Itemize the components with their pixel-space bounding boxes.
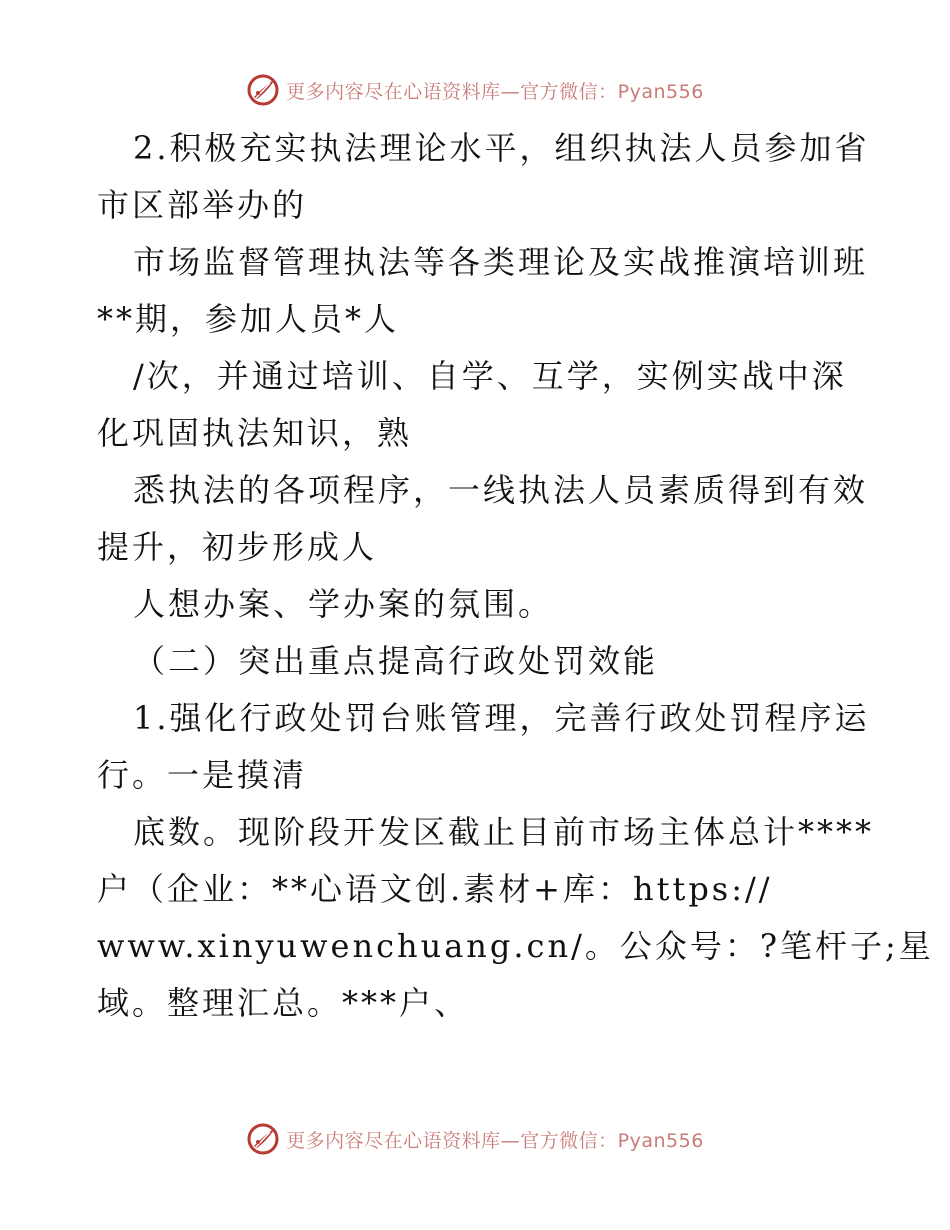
paragraph-line: 悉执法的各项程序，一线执法人员素质得到有效 — [133, 471, 869, 509]
section-heading: （二）突出重点提高行政处罚效能 — [133, 642, 659, 680]
footer-brand-text: 更多内容尽在心语资料库 — [286, 1129, 501, 1152]
footer-banner-text — [286, 1126, 704, 1153]
header-banner-text — [286, 77, 704, 104]
paragraph-line: **期，参加人员*人 — [97, 300, 400, 338]
paragraph-line: 行。一是摸清 — [97, 756, 308, 794]
paragraph-line: 化巩固执法知识，熟 — [97, 414, 413, 452]
header-separator: — — [500, 80, 521, 103]
document-body — [97, 120, 934, 1032]
paragraph-line: 人想办案、学办案的氛围。 — [133, 585, 554, 623]
footer-wechat-text: 官方微信：Pyan556 — [520, 1129, 704, 1152]
footer-separator: — — [500, 1129, 521, 1152]
quill-pen-logo-icon — [246, 73, 280, 107]
paragraph-line: 市场监督管理执法等各类理论及实战推演培训班 — [133, 243, 869, 281]
header-brand-text: 更多内容尽在心语资料库 — [286, 80, 501, 103]
header-banner — [0, 72, 950, 108]
footer-banner — [0, 1121, 950, 1157]
header-wechat-text: 官方微信：Pyan556 — [520, 80, 704, 103]
paragraph-line: www.xinyuwenchuang.cn/。公众号：?笔杆子;星 — [97, 927, 934, 965]
paragraph-line: 域。整理汇总。***户、 — [97, 984, 470, 1022]
paragraph-line: 市区部举办的 — [97, 186, 308, 224]
quill-pen-logo-icon — [246, 1122, 280, 1156]
paragraph-line: /次，并通过培训、自学、互学，实例实战中深 — [133, 357, 847, 395]
paragraph-line: 2.积极充实执法理论水平，组织执法人员参加省 — [133, 129, 870, 167]
paragraph-line: 1.强化行政处罚台账管理，完善行政处罚程序运 — [133, 699, 870, 737]
paragraph-line: 提升，初步形成人 — [97, 528, 378, 566]
paragraph-line: 底数。现阶段开发区截止目前市场主体总计**** — [133, 813, 875, 851]
paragraph-line: 户（企业：**心语文创.素材+库：https:// — [97, 870, 773, 908]
